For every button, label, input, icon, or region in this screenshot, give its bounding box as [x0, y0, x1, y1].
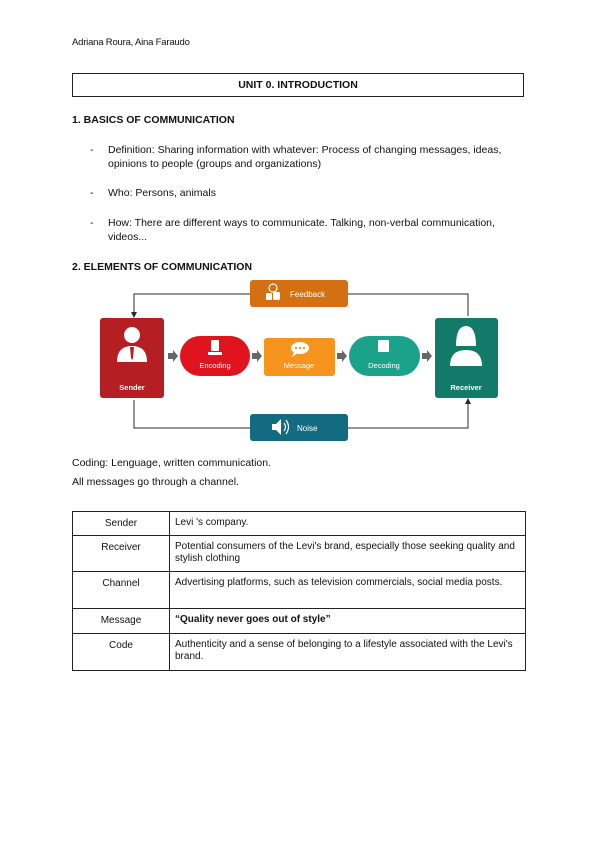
section-1-title: 1. BASICS OF COMMUNICATION	[72, 114, 235, 126]
table-value: Potential consumers of the Levi's brand, especially those seeking quality and stylish clothing	[170, 536, 526, 572]
bullet-dash: -	[90, 187, 94, 199]
encoding-pill	[180, 336, 250, 376]
bullet-who	[90, 186, 528, 200]
decoding-pill	[349, 336, 420, 376]
sender-box	[100, 318, 164, 398]
communication-diagram	[98, 278, 500, 444]
table-row	[73, 512, 526, 536]
feedback-label: Feedback	[290, 290, 326, 299]
table-row	[73, 609, 526, 634]
sender-label: Sender	[119, 383, 145, 392]
arrow-down-icon	[131, 312, 137, 318]
noise-pill	[250, 414, 348, 441]
table-key: Channel	[73, 572, 170, 609]
table-value: “Quality never goes out of style”	[170, 609, 526, 634]
bullet-dash: -	[90, 217, 94, 229]
table-key: Code	[73, 634, 170, 671]
table-row	[73, 572, 526, 609]
arrow-right-icon	[337, 350, 347, 362]
bullet-definition	[90, 143, 528, 171]
table-key: Message	[73, 609, 170, 634]
encoding-label: Encoding	[199, 361, 231, 370]
page-header-authors: Adriana Roura, Aina Faraudo	[72, 37, 190, 48]
receiver-label: Receiver	[450, 383, 482, 392]
channel-note: All messages go through a channel.	[72, 476, 239, 488]
document-icon	[378, 340, 389, 352]
arrow-right-icon	[168, 350, 178, 362]
communication-table	[72, 511, 526, 671]
table-value: Levi 's company.	[170, 512, 526, 536]
receiver-box	[435, 318, 498, 398]
table-row	[73, 634, 526, 671]
message-box	[264, 338, 335, 376]
bullet-dash: -	[90, 144, 94, 156]
bullet-text: Who: Persons, animals	[108, 187, 216, 199]
bullet-text: Definition: Sharing information with whatever: Process of changing messages, ideas, opinions to people (groups and organizations)	[108, 144, 502, 170]
decoding-label: Decoding	[368, 361, 400, 370]
arrow-right-icon	[252, 350, 262, 362]
table-key: Receiver	[73, 536, 170, 572]
arrow-right-icon	[422, 350, 432, 362]
bullet-text: How: There are different ways to communicate. Talking, non-verbal communication, videos...	[108, 217, 495, 243]
coding-note: Coding: Lenguage, written communication.	[72, 457, 272, 469]
table-value: Authenticity and a sense of belonging to a lifestyle associated with the Levi's brand.	[170, 634, 526, 671]
section-2-title: 2. ELEMENTS OF COMMUNICATION	[72, 261, 253, 273]
arrow-up-icon	[465, 398, 471, 404]
noise-label: Noise	[297, 424, 318, 433]
table-value: Advertising platforms, such as television commercials, social media posts.	[170, 572, 526, 609]
bullet-how	[90, 216, 528, 244]
unit-title: UNIT 0. INTRODUCTION	[238, 79, 358, 91]
table-key: Sender	[73, 512, 170, 536]
unit-title-box	[72, 73, 524, 97]
table-row	[73, 536, 526, 572]
message-label: Message	[283, 361, 315, 370]
feedback-pill	[250, 280, 348, 307]
